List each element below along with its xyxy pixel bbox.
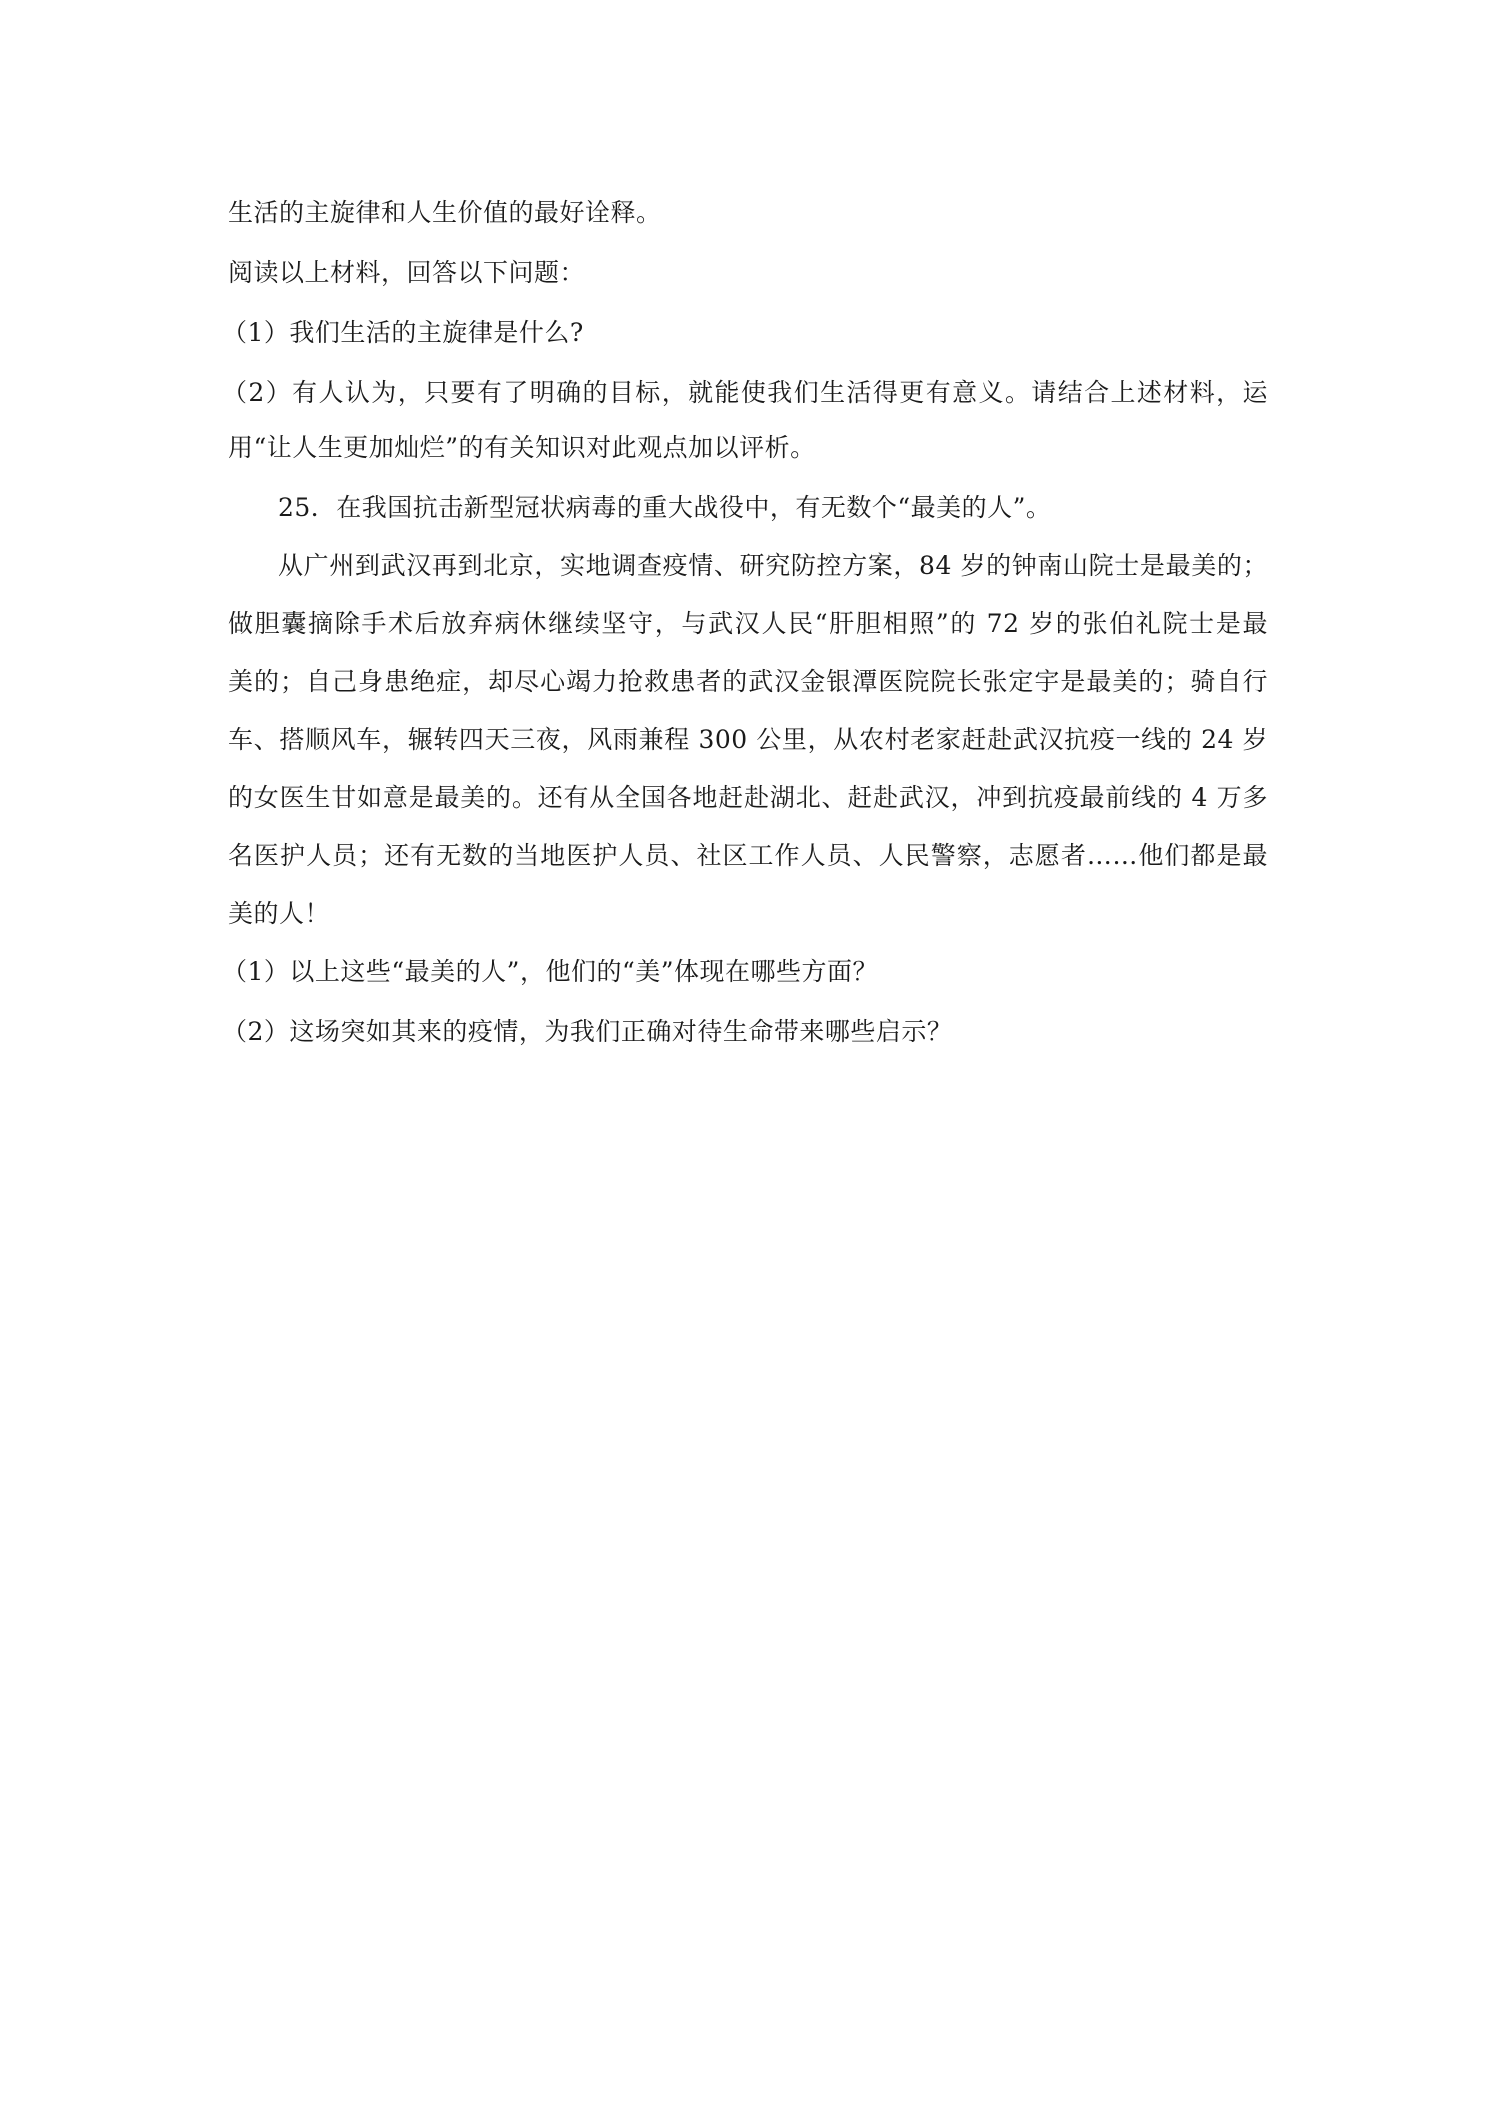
q24-subquestion-2-line-1: （2）有人认为，只要有了明确的目标，就能使我们生活得更有意义。请结合上述材料，运 (222, 378, 1268, 407)
q24-subquestion-1: （1）我们生活的主旋律是什么? (222, 318, 584, 347)
instruction-text: 阅读以上材料，回答以下问题： (228, 258, 586, 287)
q24-subquestion-2-line-2: 用“让人生更加灿烂”的有关知识对此观点加以评析。 (228, 433, 816, 462)
q25-heading: 25．在我国抗击新型冠状病毒的重大战役中，有无数个“最美的人”。 (278, 493, 1052, 522)
q25-material-line-2: 做胆囊摘除手术后放弃病休继续坚守，与武汉人民“肝胆相照”的 72 岁的张伯礼院士是最 (228, 609, 1268, 638)
q25-material-line-1: 从广州到武汉再到北京，实地调查疫情、研究防控方案，84 岁的钟南山院士是最美的； (278, 551, 1268, 580)
q25-material-line-4: 车、搭顺风车，辗转四天三夜，风雨兼程 300 公里，从农村老家赶赴武汉抗疫一线的 24 岁 (228, 725, 1268, 754)
q25-material-line-7: 美的人！ (228, 899, 331, 928)
q25-material-line-6: 名医护人员；还有无数的当地医护人员、社区工作人员、人民警察，志愿者……他们都是最 (228, 841, 1268, 870)
q25-subquestion-1: （1）以上这些“最美的人”，他们的“美”体现在哪些方面？ (222, 957, 879, 986)
q25-material-line-3: 美的；自己身患绝症，却尽心竭力抢救患者的武汉金银潭医院院长张定宇是最美的；骑自行 (228, 667, 1268, 696)
q25-material-line-5: 的女医生甘如意是最美的。还有从全国各地赶赴湖北、赶赴武汉，冲到抗疫最前线的 4 万多 (228, 783, 1268, 812)
q25-subquestion-2: （2）这场突如其来的疫情，为我们正确对待生命带来哪些启示？ (222, 1017, 953, 1046)
paragraph-continuation: 生活的主旋律和人生价值的最好诠释。 (228, 198, 662, 227)
